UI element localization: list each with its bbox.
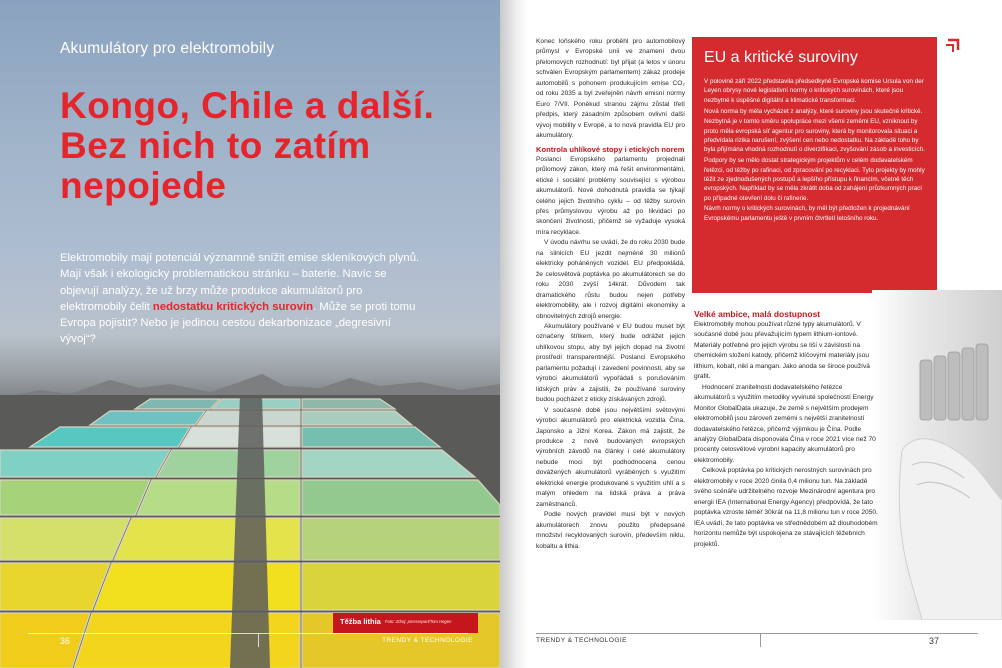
page-number-left: 36 [60, 636, 71, 646]
paragraph: Celková poptávka po kritických nerostných surovinách pro elektromobily v roce 2020 činila 0,4 milionu tun. Na základě svého scénáře udržitelného rozvoje Mezinárodní agentura pro energii IEA (International Energy Agency) předpovídá, že tato poptávka vzroste téměř 30krát na 11,8 milionu tun v roce 2050. IEA uvádí, že tato poptávka ve střednědobém až dlouhodobém horizontu nemůže být uspokojena ze stávajících těžebních projektů. [694, 467, 878, 548]
lead-highlight: nedostatku kritických surovin [152, 300, 314, 313]
section-kicker: Akumulátory pro elektromobily [60, 40, 275, 57]
left-page [0, 0, 500, 668]
paragraph: Podle nových pravidel musí být v nových akumulátorech znovu použito předepsané množství recyklovaných surovin, především niklu, kobaltu a lithia. [536, 511, 685, 550]
sidebar-box [692, 37, 937, 293]
box-paragraph: Nová norma by měla vycházet z analýzy, které suroviny jsou skutečně kritické. [704, 107, 923, 115]
paragraph: Poslanci Evropského parlamentu projednali průlomový zákon, který má řešit environmentální, etické i sociální problémy související s výrobou akumulátorů. Nové dohodnutá pravidla se týkají celého jejich životního cyklu – od těžby surovin přes průmyslovou výrobu až po likvidaci po skončení životnosti, přičemž se vyžaduje vysoká míra recyklace. [536, 155, 685, 236]
paragraph: Konec loňského roku proběhl pro automobilový průmysl v Evropské unii ve znamení dvou přelomových rozhodnutí: byl přijat (a letos v únoru schválen Evropským parlamentem) zákaz prodeje automobilů s pohonem produkujícím emise CO₂ od roku 2035 a byl zveřejněn návrh emisní normy Euro 7/VII. Poněkud stranou zájmu zůstal třetí předpis, který zásadním způsobem ovlivní další vývoj mobility v Evropě, a to nová pravidla EU pro akumulátory. [536, 38, 685, 140]
photo-credit: Foto: Zdroj: pressreport/Tom Hegen [385, 619, 452, 624]
article-lead [60, 250, 420, 348]
box-paragraph: Návrh normy o kritických surovinách, by měl být předložen k projednávání Evropskému parlamentu ještě v prvním čtvrtletí letošního roku. [704, 205, 910, 222]
footer-rule-left [28, 633, 468, 634]
sidebar-box-body [704, 77, 927, 225]
paragraph: Akumulátory používané v EU budou muset být označeny štítkem, který bude odrážet jejich uhlíkovou stopu, aby byl jejich dopad na životní prostředí transparentnější. Poslanci Evropského parlamentu požadují i zavedení povinnosti, aby se výrobci akumulátorů vypořádali s porušováním lidských práv a zajistili, že používané suroviny budou pocházet z eticky získávaných zdrojů. [536, 322, 685, 404]
text-column-b [694, 320, 879, 550]
box-paragraph: V polovině září 2022 představila předsedkyně Evropské komise Ursula von der Leyen obrysy nové legislativní normy o kritických surovinách, které jsou nezbytné k úspěšné digitální a klimatické transformaci. [704, 78, 924, 104]
lead-text-start: Elektromobily mají potenciál významně snížit emise skleníkových plynů. Mají však i ekologicky problematickou stránku – baterie. Navíc se objevují analýzy, že už brzy může produkce akumulátorů pro elektromobily čelit [60, 252, 420, 313]
paragraph: V současné době jsou největšími světovými výrobci akumulátorů pro elektrická vozidla Čína, Japonsko a Jižní Korea. Zákon má zajistit, že produkce z nově budovaných evropských výrobních závodů na články i celé akumulátory nebude moci být podhodnocena cenou dovážených akumulátorů vyráběných s využitím elektrické energie produkované s využitím uhlí a s malým ohledem na lidská práva a práva zaměstnanců. [536, 406, 685, 508]
spread-gutter [500, 0, 528, 668]
box-paragraph: Podpory by se mělo dostat strategickým projektům v celém dodavatelském řetězci, od těžby po rafinaci, od zpracování po recyklaci. Tyto projekty by mohly těžit ze zjednodušených postupů a lepšího přístupu k financím, včetně těch evropských. Například by se měla zkrátit doba od zahájení průzkumných prací po případné otevření dolu či rafinerie. [704, 157, 925, 202]
paragraph: V úvodu návrhu se uvádí, že do roku 2030 bude na silnicích EU jezdit nejméně 30 milionů elektricky poháněných vozidel. EU předpokládá, že celosvětová poptávka po akumulátorech se do roku 2030 zvýší 14krát. Důvodem tak dramatického růstu budou nejen potřeby elektromobility, ale i rozvoj digitální ekonomiky a obnovitelných zdrojů energie. [536, 239, 685, 320]
section-heading: Velké ambice, malá dostupnost [694, 309, 821, 319]
paragraph: Elektromobily mohou používat různé typy akumulátorů. V současné době jsou převažujícím typem lithium-iontové. Materiály potřebné pro jejich výrobu se liší v závislosti na chemickém složení katody, přičemž klíčovými materiály jsou lithium, kobalt, nikl a mangan. Jako anoda se široce používá grafit. [694, 321, 870, 381]
subheading: Kontrola uhlíkové stopy i etických norem [536, 144, 685, 154]
text-column-a [536, 37, 685, 552]
article-headline: Kongo, Chile a další. Bez nich to zatím nepojede [60, 85, 435, 206]
footer-tick-right [760, 633, 761, 647]
paragraph: Hodnocení zranitelnosti dodavatelského řetězce akumulátorů s využitím metodiky vyvinuté společností Energy Monitor GlobalData ukazuje, že země s největším prodejem elektromobilů jsou zároveň zeměmi s největší zranitelností dodavatelského řetězce, přičemž výjimkou je Čína. Podle analýzy GlobalData disponovala Čína v roce 2021 více než 70 procenty celosvětové výrobní kapacity akumulátorů pro elektromobily. [694, 383, 876, 464]
footer-brand-left: TRENDY & TECHNOLOGIE [382, 637, 473, 644]
chevron-corner-icon [942, 36, 966, 60]
photo-caption-label: Těžba lithia [340, 617, 381, 626]
footer-rule-right [536, 633, 978, 634]
footer-brand-right: TRENDY & TECHNOLOGIE [536, 637, 627, 644]
right-page [528, 0, 1002, 668]
box-paragraph: Nezbytná je v tomto směru spolupráce mezi všemi zeměmi EU, vzniknout by proto měla evropská síť agentur pro suroviny, která by monitorovala situaci a předvídala rizika narušení, zvýšení cen nebo nedostatku. Na základě toho by byla přijímána vhodná rozhodnutí o diverzifikaci, zvyšování zásob a investicích. [704, 118, 925, 154]
sidebar-box-title: EU a kritické suroviny [704, 49, 858, 66]
page-number-right: 37 [929, 636, 940, 646]
lead-text-end: . Může se proti tomu Evropa pojistit? Nebo je jedinou cestou dekarbonizace „degresivní vývoj“? [60, 300, 416, 346]
hand-with-battery-cells-photo [872, 290, 1002, 620]
photo-caption-box [333, 613, 478, 633]
footer-tick-left [258, 633, 259, 647]
